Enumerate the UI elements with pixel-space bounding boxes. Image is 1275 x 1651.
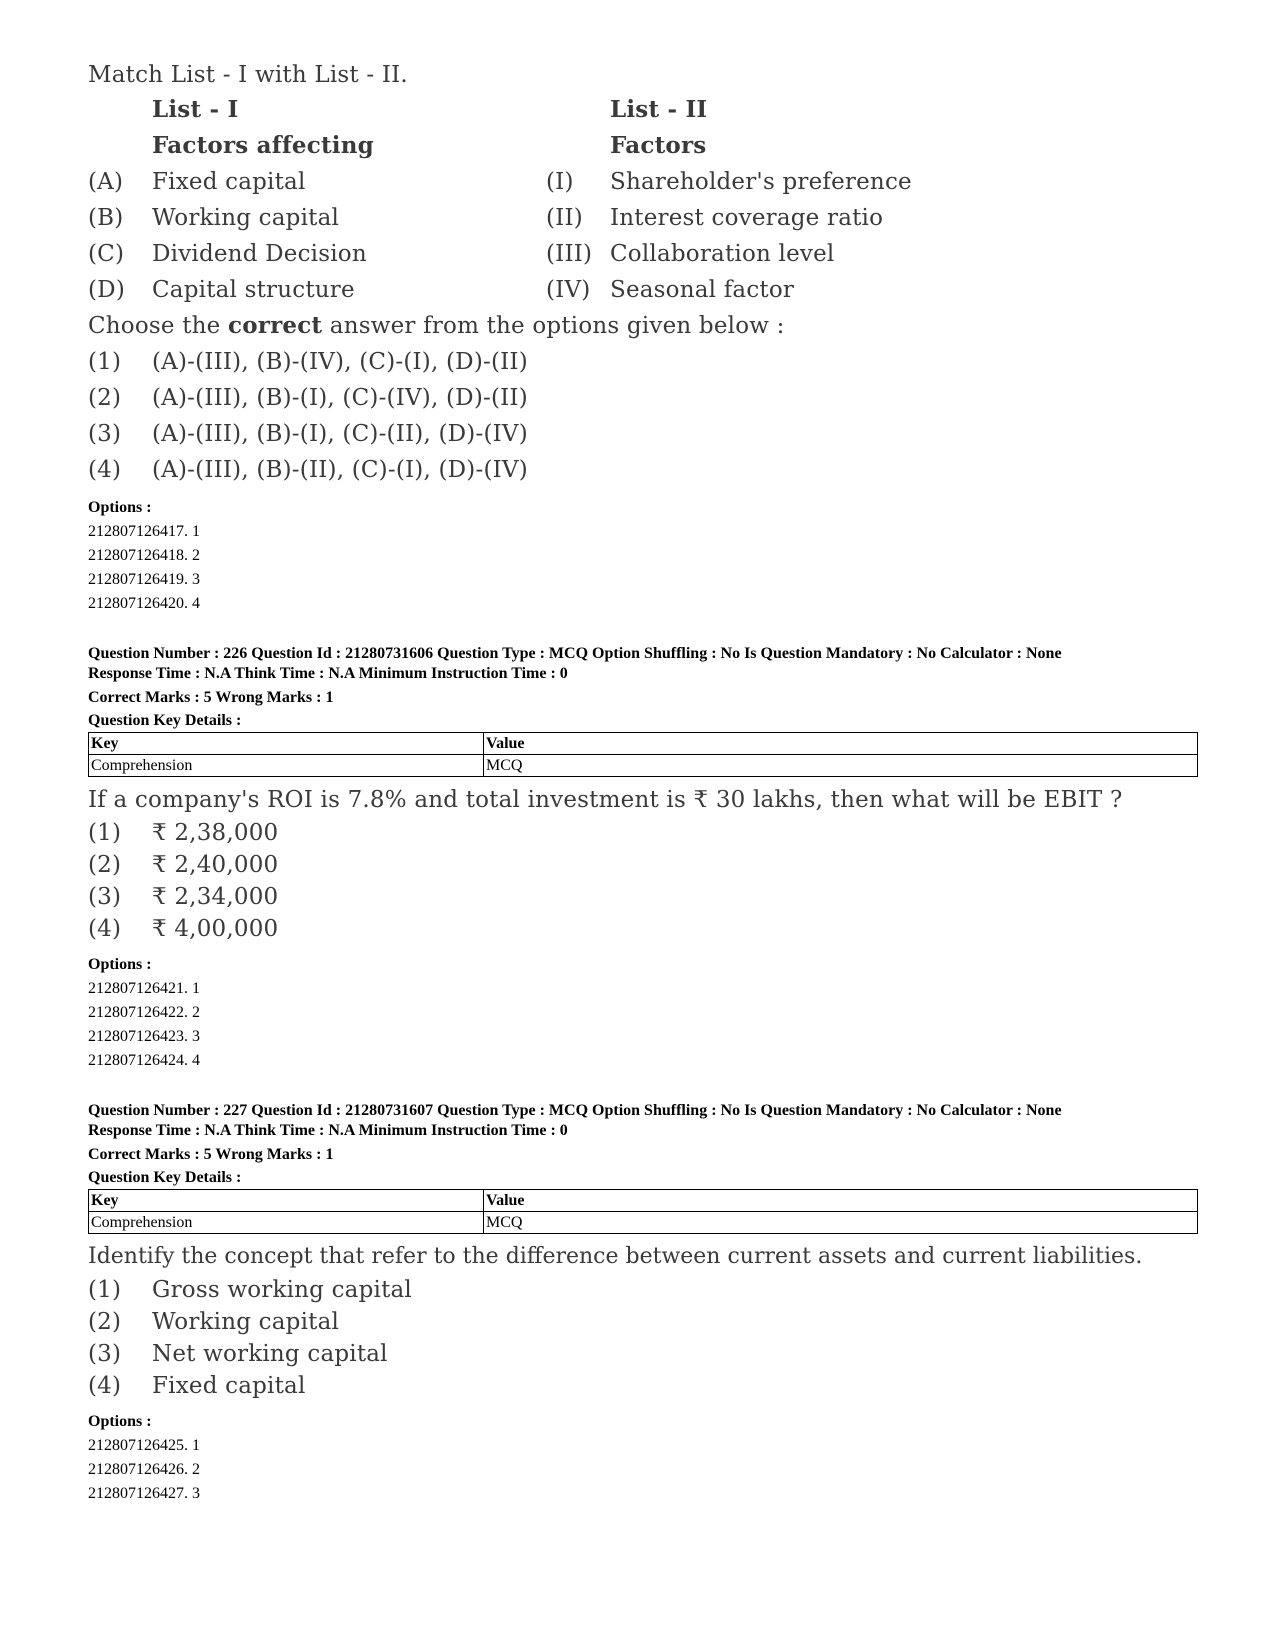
list1-item: Fixed capital — [152, 169, 306, 195]
answer-choice — [88, 344, 1198, 380]
list1-letter: (D) — [88, 277, 125, 303]
question-key-details: Question Key Details : — [88, 712, 242, 729]
option-id: 212807126423. 3 — [88, 1028, 200, 1045]
question-text: Identify the concept that refer to the difference between current assets and current liabilities. — [88, 1244, 1143, 1269]
list2-roman: (IV) — [546, 277, 591, 303]
choice-number: (4) — [88, 916, 122, 942]
options-label: Options : — [88, 1413, 152, 1430]
list2-item: Interest coverage ratio — [610, 205, 884, 231]
choice-text: ₹ 4,00,000 — [152, 916, 279, 942]
choice-text: Fixed capital — [152, 1373, 306, 1399]
question-marks: Correct Marks : 5 Wrong Marks : 1 — [88, 1146, 334, 1163]
choice-number: (1) — [88, 349, 122, 375]
list1-letter: (B) — [88, 205, 124, 231]
key-table — [88, 732, 1198, 777]
choose-text: answer from the options given below : — [322, 313, 785, 339]
value-header: Value — [484, 1190, 1198, 1212]
choice-text: ₹ 2,34,000 — [152, 884, 279, 910]
list2-roman: (III) — [546, 241, 593, 267]
options-label: Options : — [88, 956, 152, 973]
q225-intro: Match List - I with List - II. — [88, 62, 408, 88]
question-marks: Correct Marks : 5 Wrong Marks : 1 — [88, 689, 334, 706]
option-id: 212807126418. 2 — [88, 547, 200, 564]
key-header: Key — [89, 733, 484, 755]
q225-options — [88, 496, 1198, 616]
value-header: Value — [484, 733, 1198, 755]
answer-choice — [88, 817, 1198, 849]
option-id: 212807126426. 2 — [88, 1461, 200, 1478]
choice-number: (3) — [88, 884, 122, 910]
answer-choice — [88, 881, 1198, 913]
choice-text: Net working capital — [152, 1341, 388, 1367]
choice-number: (3) — [88, 421, 122, 447]
list1-letter: (A) — [88, 169, 124, 195]
choice-text: (A)-(III), (B)-(II), (C)-(I), (D)-(IV) — [152, 457, 528, 483]
list1-item: Working capital — [152, 205, 340, 231]
choice-number: (4) — [88, 457, 122, 483]
answer-choice — [88, 1370, 1198, 1402]
choice-number: (1) — [88, 1277, 122, 1303]
q227-block — [88, 1101, 1198, 1506]
list2-roman: (II) — [546, 205, 583, 231]
choice-text: Gross working capital — [152, 1277, 412, 1303]
choice-text: ₹ 2,38,000 — [152, 820, 279, 846]
question-key-details: Question Key Details : — [88, 1169, 242, 1186]
choice-number: (4) — [88, 1373, 122, 1399]
choose-instruction — [88, 308, 1198, 344]
options-label: Options : — [88, 499, 152, 516]
value-cell: MCQ — [484, 755, 1198, 777]
option-id: 212807126425. 1 — [88, 1437, 200, 1454]
q226-question-image — [88, 783, 1198, 945]
question-meta: Question Number : 226 Question Id : 21280731606 Question Type : MCQ Option Shuffling : No Is Question Mandatory : No Calculator : None — [88, 645, 1062, 662]
choose-text: Choose the — [88, 313, 229, 339]
option-id: 212807126427. 3 — [88, 1485, 200, 1502]
q226-block — [88, 644, 1198, 1073]
list2-item: Shareholder's preference — [610, 169, 912, 195]
answer-choice — [88, 1274, 1198, 1306]
question-text: If a company's ROI is 7.8% and total investment is ₹ 30 lakhs, then what will be EBIT ? — [88, 787, 1123, 813]
list1-header: List - I — [152, 96, 239, 123]
choice-text: ₹ 2,40,000 — [152, 852, 279, 878]
choice-text: (A)-(III), (B)-(I), (C)-(IV), (D)-(II) — [152, 385, 528, 411]
match-row — [88, 164, 1198, 200]
answer-choice — [88, 1338, 1198, 1370]
answer-choice — [88, 849, 1198, 881]
list2-subheader: Factors — [610, 132, 707, 159]
list2-header: List - II — [610, 96, 708, 123]
list2-item: Seasonal factor — [610, 277, 795, 303]
list2-item: Collaboration level — [610, 241, 835, 267]
q227-question-image — [88, 1240, 1198, 1402]
list1-subheader: Factors affecting — [152, 132, 374, 159]
question-meta: Question Number : 227 Question Id : 21280731607 Question Type : MCQ Option Shuffling : No Is Question Mandatory : No Calculator : None — [88, 1102, 1062, 1119]
key-table — [88, 1189, 1198, 1234]
choice-number: (1) — [88, 820, 122, 846]
q225-question-image — [88, 58, 1198, 488]
document-page — [88, 58, 1198, 1506]
list2-roman: (I) — [546, 169, 574, 195]
answer-choice — [88, 1306, 1198, 1338]
choice-number: (2) — [88, 852, 122, 878]
choose-bold: correct — [228, 312, 323, 339]
answer-choice — [88, 913, 1198, 945]
choice-text: (A)-(III), (B)-(IV), (C)-(I), (D)-(II) — [152, 349, 528, 375]
question-timing: Response Time : N.A Think Time : N.A Minimum Instruction Time : 0 — [88, 1122, 568, 1139]
answer-choice — [88, 380, 1198, 416]
answer-choice — [88, 416, 1198, 452]
choice-text: (A)-(III), (B)-(I), (C)-(II), (D)-(IV) — [152, 421, 528, 447]
option-id: 212807126422. 2 — [88, 1004, 200, 1021]
choice-text: Working capital — [152, 1309, 340, 1335]
key-cell: Comprehension — [89, 1212, 484, 1234]
question-timing: Response Time : N.A Think Time : N.A Minimum Instruction Time : 0 — [88, 665, 568, 682]
key-header: Key — [89, 1190, 484, 1212]
option-id: 212807126421. 1 — [88, 980, 200, 997]
option-id: 212807126420. 4 — [88, 595, 200, 612]
option-id: 212807126419. 3 — [88, 571, 200, 588]
choice-number: (2) — [88, 1309, 122, 1335]
choice-number: (2) — [88, 385, 122, 411]
match-row — [88, 200, 1198, 236]
list1-item: Dividend Decision — [152, 241, 367, 267]
match-row — [88, 236, 1198, 272]
value-cell: MCQ — [484, 1212, 1198, 1234]
answer-choice — [88, 452, 1198, 488]
list1-item: Capital structure — [152, 277, 355, 303]
q226-options — [88, 953, 1198, 1073]
option-id: 212807126424. 4 — [88, 1052, 200, 1069]
q227-options — [88, 1410, 1198, 1506]
choice-number: (3) — [88, 1341, 122, 1367]
option-id: 212807126417. 1 — [88, 523, 200, 540]
match-row — [88, 272, 1198, 308]
key-cell: Comprehension — [89, 755, 484, 777]
list1-letter: (C) — [88, 241, 125, 267]
